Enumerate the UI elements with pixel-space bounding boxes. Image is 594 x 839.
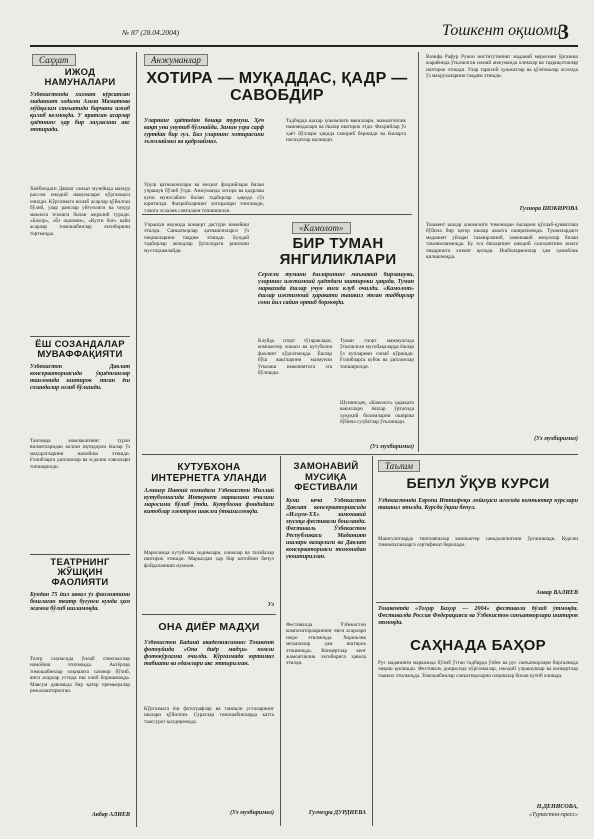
sidebar-lead-1: Ўзбекистонда хизмат кўрсатган маданият ходими Азиза Маматова мўйқалам санъатида барчани ажаб қилиб келмоқда. У яратган асарлар ҳаётнинг ҳар бир лаҳзасини акс эттиради. (30, 92, 130, 133)
right-col-body: Тошкент шаҳар ҳокимлиги томонидан ёшларни қўллаб-қувватлаш бўйича бир қатор ишлар амалга оширилмоқда. Туманлардаги маданият уйлари таъмирланиб, замонавий жиҳозлар билан таъминланмоқда. Бу эса ёшларнинг ижодий салоҳиятини юзага чиқаришга хизмат қилади. Ишбилармонлар ҳам ҳомийлик қилишмоқда. (426, 222, 578, 261)
right-top-body: Вазифа Рафур Рунон институтининг маданий меросини ўрганиш жараёнида ўтказилган илмий анжуманда олимлар ва тадқиқотчилар иштирок этишди. Улар тарихий ҳужжатлар ва қўлёзмалар асосида ўз маърузаларини тақдим этишди. (426, 54, 578, 80)
kamolot-headline: БИР ТУМАН ЯНГИЛИКЛАРИ (279, 235, 397, 268)
kutubxona-body: Маросимда кутубхона ходимлари, олимлар ва талабалар иштирок этишди. Марказдан ҳар бир китобхон бепул фойдаланиши мумкин. (144, 550, 274, 569)
main-kicker: Анжуманлар (144, 54, 208, 66)
kamolot-kicker: «Камолот» (292, 222, 351, 234)
main-lead: Уларнинг ҳаётидан бошқа турмуш. Ҳеч вақт уни унутиб бўлмайди. Замин узра сарф гуртдан бир гул. Биз уларнинг хотирасини эъзозлаймиз ва қадрлаймиз. (144, 118, 264, 145)
lower-divider (142, 454, 578, 455)
sahnada-intro: Тошкентда «Тоҳир Баҳор — 2004» фестивали бўлиб ўтмоқда. Фестивалда Россия Федерацияси ва Ўзбекистон санъаткорлари иштирок этмоқда. (378, 606, 578, 626)
lower-rule-1 (280, 456, 281, 826)
sahnada-signature-sub: «Туркестон-пресс» (529, 812, 578, 818)
masthead-rule (30, 45, 578, 47)
zamonaviy-body: Фестивалда Ўзбекистон композиторларининг янги асарлари ижро этилмоқда. Хорижлик меҳмонлар ҳам иштирок этишмоқда. Концертлар кенг жамоатчилик эътиборига ҳавола этилди. (286, 622, 366, 667)
bepul-lead: Ўзбекистонда Европа Иттифоқи лойиҳаси асосида компьютер курслари ташкил этилди. Курсда ўқиш бепул. (378, 498, 578, 511)
sidebar-lead-3: Бундан 75 йил аввал ўз фаолиятини бошлаган театр бугунги кунда ҳам жамоа бўлиб ишламоқда. (30, 592, 130, 612)
page-number: 3 (558, 19, 569, 44)
sidebar-kicker: Саҳҳат (32, 54, 76, 66)
kamolot-lead: Сергели тумани ёшларининг маънавий бирлашуви, уларнинг ижтимоий ҳаётдаги иштироки ҳақида. Туман марказида ёшлар учун янги клуб очилди. «Камолот» ёшлар ижтимоий ҳаракати ташкил этган тадбирлар сони йил сайин ортиб бормоқда. (258, 272, 414, 306)
kutubxona-signature: Уз (267, 602, 274, 608)
kamolot-body-b: Туман спорт мажмуасида ўтказилган мусобақаларда ёшлар ўз кучларини синаб кўришди. Ғолибларга кубок ва дипломлар топширилди. (340, 338, 414, 370)
sidebar-heading-3: ТЕАТРНИНГ ЖЎШҚИН ФАОЛИЯТИ (50, 557, 110, 588)
onadiyor-signature: (Уз мухбиримиз) (230, 810, 274, 816)
zamonaviy-headline: ЗАМОНАВИЙ МУСИҚА ФЕСТИВАЛИ (293, 461, 359, 493)
sidebar-lead-2: Ўзбекистон Давлат консерваториясида ўқиётганлар танловида иштирок этган ёш созандалар ғолиб бўлишди. (30, 364, 130, 391)
main-body-b: Тадбирда шаҳар ҳокимлиги вакиллари, жамоатчилик намояндалари ва ёшлар иштирок этди. Фахрийлар ўз ҳаёт йўллари ҳақида гапириб беришди ва ёшларга насиҳатлар қилишди. (286, 118, 406, 144)
kamolot-body-c: Шунингдек, «Камолот» ҳаракати вакиллари ёшлар ўртасида ҳуқуқий билимларни ошириш бўйича суҳбатлар ўтказишди. (340, 400, 414, 426)
lower-rule-2 (372, 456, 373, 826)
sidebar-column-rule (136, 52, 137, 827)
bepul-body: Машғулотларда тингловчилар компьютер саводхонлигини ўрганишади. Курсни тамомлаганларга сертификат берилади. (378, 536, 578, 549)
zamonaviy-signature: Гулчеҳра ДУРДИЕВА (308, 810, 366, 816)
sidebar-body-3: Театр саҳнасида ўнлаб спектакллар намойиш этилмоқда. Актёрлар томошабинлар олқишига сазовор бўлиб, янги асарлар устида иш олиб боришмоқда. Мавсум давомида бир қатор премьералар режалаштирилган. (30, 656, 130, 695)
bepul-kicker: Таълим (378, 460, 420, 472)
sidebar-heading-1: ИЖОД НАМУНАЛАРИ (44, 67, 116, 88)
masthead (30, 19, 578, 44)
main-headline: ХОТИРА — МУҚАДДАС, ҚАДР — САВОБДИР (146, 70, 408, 104)
sidebar-divider-2 (30, 554, 130, 555)
sidebar-signature: Акбар АЛИЕВ (91, 812, 130, 818)
kamolot-signature: (Уз мухбиримиз) (370, 444, 414, 450)
bepul-headline: БЕПУЛ ЎҚУВ КУРСИ (406, 475, 550, 491)
main-divider (142, 214, 412, 215)
zamonaviy-lead: Куни кеча Ўзбекистон Давлат консерваториясида «Илҳом-ХХ» замонавий мусиқа фестивали бошланди. Фестиваль Ўзбекистон Республикаси Маданият ишлари вазирлиги ва Давлат консерваторияси томонидан уюштирилган. (286, 498, 366, 560)
onadiyor-lead: Ўзбекистон Бадиий академиясининг Тошкент фотоуйида «Она диёр мадҳи» номли фотокўргазма очилди. Кўргазмада юртимиз табиати ва одамлари акс эттирилган. (144, 640, 274, 667)
bepul-divider (376, 602, 578, 603)
onadiyor-headline: ОНА ДИЁР МАДҲИ (158, 621, 260, 633)
onadiyor-body: Кўргазмага ёш фотографлар ва таниқли усталарнинг ишлари қўйилган. Суратлар томошабинларда катта таассурот қолдирмоқда. (144, 706, 274, 725)
sahnada-signature: Н.ДЕНИСОВА, (536, 804, 578, 810)
right-col-signature: (Уз мухбиримиз) (534, 436, 578, 442)
main-body-a: Уруш қатнашчилари ва меҳнат фахрийлари билан учрашув бўлиб ўтди. Анжуманда хотира ва қадрлаш куни муносабати билан тадбирлар ҳақида сўз юритилди. Фахрийларнинг хотиралари тингланди, уларга эсдалик совғалари топширилди. (144, 182, 264, 212)
paper-name: Тошкент оқшоми (442, 22, 562, 39)
sidebar-body-1: Хиёбондаги Давлат санъат музейида мазкур рассом ижодий намуналари кўргазмаси очилди. Кўргазмага юзлаб асарлар қўйилган бўлиб, улар ранглар уйғунлиги ва чуқур маънога эгалиги билан ажралиб туради. «Бахор», «Ёз оқшоми», «Кузги боғ» каби асарлар томошабинлар эътиборини тортмоқда. (30, 186, 130, 237)
kutubxona-lead: Алишер Навоий номидаги Ўзбекистон Миллий кутубхонасида Интернет марказини очилиш маросими бўлиб ўтди. Кутубхона фондидаги китоблар электрон шаклга ўтказилмоқда. (144, 488, 274, 515)
main-body-c: Учрашув якунида концерт дастури намойиш этилди. Санъаткорлар қатнашчиларга ўз чиқишларини тақдим этишди. Бундай тадбирлар авлодлар ўртасидаги риштани мустаҳкамлайди. (144, 222, 249, 254)
kamolot-body-a: Клубда спорт тўгараклари, компьютер хонаси ва кутубхона фаолият кўрсатмоқда. Ёшлар бўш вақтларини мазмунли ўтказиш имкониятига эга бўлишди. (258, 338, 332, 377)
sidebar-divider-1 (30, 336, 130, 337)
sidebar-body-2: Танловда мамлакатнинг турли вилоятларидан келган иқтидорли ёшлар ўз маҳоратларини намойиш этишди. Ғолибларга дипломлар ва эсдалик совғалари топширилди. (30, 438, 130, 470)
sahnada-body: Рус маданияти марказида бўлиб ўтган тадбирда ўзбек ва рус санъаткорлари биргаликда чиқиш қилишди. Фестиваль доирасида кўргазмалар, ижодий учрашувлар ва концертлар ташкил этилмоқда. Томошабинлар санъаткорларни олқишлар билан кутиб олишди. (378, 660, 578, 679)
sahnada-headline: САҲНАДА БАҲОР (410, 637, 546, 654)
right-column-rule (418, 52, 419, 452)
sidebar (30, 52, 130, 827)
kutubxona-divider (142, 614, 276, 615)
bepul-signature: Анвар ВАЛИЕВ (535, 590, 578, 596)
issue-number: № 87 (28.04.2004) (122, 28, 180, 37)
right-top-signature: Гулнора ШОКИРОВА (519, 206, 578, 212)
kutubxona-headline: КУТУБХОНА ИНТЕРНЕТГА УЛАНДИ (151, 462, 267, 484)
sidebar-heading-2: ЁШ СОЗАНДАЛАР МУВАФФАҚИЯТИ (35, 339, 125, 360)
